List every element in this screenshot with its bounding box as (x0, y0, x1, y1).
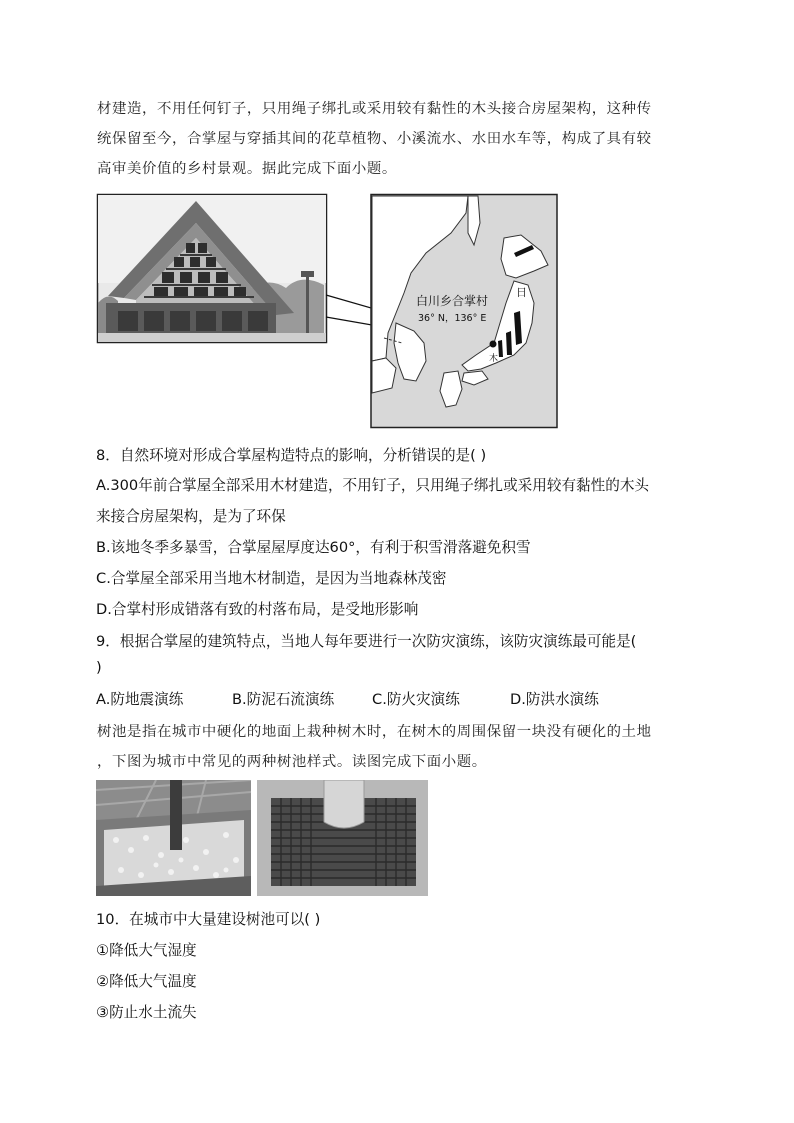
intro-line-3: 高审美价值的乡村景观。据此完成下面小题。 (97, 161, 397, 177)
q8-option-d: D.合掌村形成错落有致的村落布局，是受地形影响 (96, 601, 419, 618)
map-coords-label: 36° N，136° E (418, 313, 487, 324)
q8-option-a-line2: 来接合房屋架构，是为了环保 (96, 508, 286, 525)
q9-stem-line1: 9．根据合掌屋的建筑特点，当地人每年要进行一次防灾演练，该防灾演练最可能是( (96, 633, 637, 650)
map-country-label: 日 (516, 286, 527, 299)
q9-option-b: B.防泥石流演练 (232, 691, 335, 708)
map-village-label: 白川乡合掌村 (416, 294, 489, 308)
q9-option-c: C.防火灾演练 (372, 691, 460, 708)
intro-line-2: 统保留至今，合掌屋与穿插其间的花草植物、小溪流水、水田水车等，构成了具有较 (97, 131, 652, 147)
map-mark-label: 木 (489, 354, 499, 364)
q8-stem: 8．自然环境对形成合掌屋构造特点的影响，分析错误的是( ) (96, 447, 487, 464)
q10-option-2: ②降低大气温度 (96, 973, 197, 990)
japan-map (371, 195, 557, 428)
tree-pit-figure (96, 780, 428, 896)
q10-stem: 10．在城市中大量建设树池可以( ) (96, 911, 321, 928)
passage2-line-2: ，下图为城市中常见的两种树池样式。读图完成下面小题。 (97, 754, 487, 770)
gassho-figure (96, 193, 560, 429)
q9-option-a: A.防地震演练 (96, 691, 184, 708)
tree-pit-photo-grate (257, 780, 428, 896)
q10-option-3: ③防止水土流失 (96, 1004, 197, 1021)
gassho-house-photo (98, 195, 327, 343)
q8-option-b: B.该地冬季多暴雪，合掌屋屋厚度达60°，有利于积雪滑落避免积雪 (96, 539, 531, 556)
q8-option-c: C.合掌屋全部采用当地木材制造，是因为当地森林茂密 (96, 570, 447, 587)
q9-option-d: D.防洪水演练 (510, 691, 599, 708)
q8-option-a-line1: A.300年前合掌屋全部采用木材建造，不用钉子，只用绳子绑扎或采用较有黏性的木头 (96, 477, 650, 494)
intro-line-1: 材建造，不用任何钉子，只用绳子绑扎或采用较有黏性的木头接合房屋架构，这种传 (97, 101, 652, 117)
q9-stem-line2: ) (96, 659, 102, 676)
tree-pit-photo-gravel (96, 780, 251, 896)
q10-option-1: ①降低大气湿度 (96, 942, 197, 959)
passage2-line-1: 树池是指在城市中硬化的地面上栽种树木时，在树木的周围保留一块没有硬化的土地 (97, 724, 652, 740)
